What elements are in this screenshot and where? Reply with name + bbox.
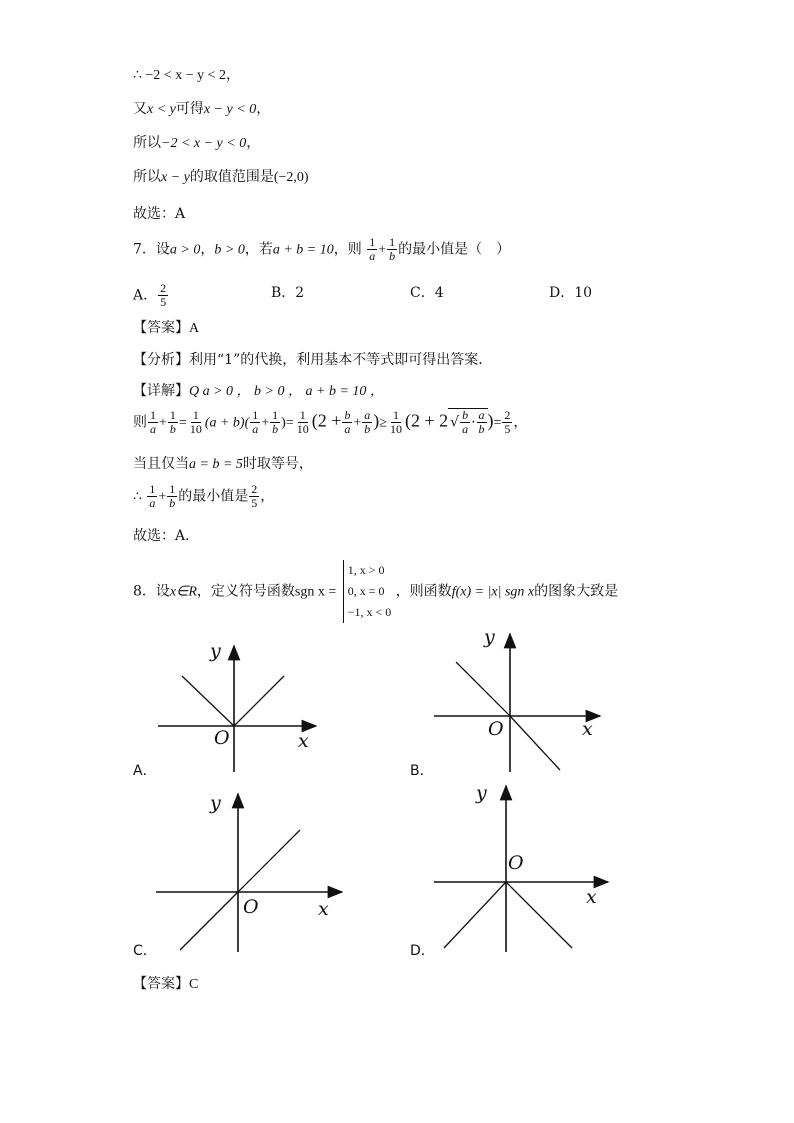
choose-line-7: 故选：A． [133,528,200,544]
graph-d-label: D． [410,943,435,959]
graph-c-y-label: y [210,792,221,814]
solution-line-3: 所以−2 < x − y < 0， [133,135,261,151]
option-c: C．4 [410,285,444,301]
option-b: B．2 [271,285,305,301]
option-a: A． $\frac{2}{5}$ [133,281,167,309]
graph-c-label: C． [133,943,157,959]
minimum-line: ∴ $\frac{1}{a}$ + $\frac{1}{b}$ 的最小值是 $\frac{2}{5}$ ， [133,482,275,510]
detail-7-equation: 则 $\frac{1}{a}$ + $\frac{1}{b}$ = $\frac{1}{10}$ (a + b)( $\frac{1}{a}$ + $\frac{1}{b}$ )= $\frac{1}{10}$ (2 + $\frac{b}{a}$ + $\frac{a}{b}$ )≥ $\frac{1}{10}$ (2 + 2 √ $\frac{b}{a}$ · $\frac{a}{b}$ )= $\frac{2}{5}$ ， [133,408,528,436]
solution-line-1: ∴ −2 < x − y < 2， [133,68,240,83]
graph-d-y-label: y [476,782,487,804]
graph-b [430,630,610,775]
graph-b-x-label: x [582,718,593,740]
graph-d-origin: O [508,852,524,874]
analysis-7: 【分析】利用“1”的代换，利用基本不等式即可得出答案． [133,352,493,368]
graph-c [150,790,350,955]
question-7-stem: 7．设a > 0，b > 0，若a + b = 10，则 $\frac{1}{a}$ + $\frac{1}{b}$ 的最小值是（ ） [133,235,511,263]
graph-d-x-label: x [586,886,597,908]
graph-a-y-label: y [210,640,221,662]
graph-a-origin: O [214,727,230,749]
solution-line-4: 所以x − y的取值范围是(−2,0) [133,169,309,185]
graph-b-y-label: y [484,626,495,648]
graph-c-x-label: x [318,898,329,920]
graph-a-x-label: x [298,730,309,752]
graph-a-label: A． [133,763,157,779]
solution-line-5: 故选：A [133,206,186,222]
answer-7: 【答案】A [133,320,200,336]
graph-c-origin: O [243,896,259,918]
graph-a [150,640,330,780]
option-d: D．10 [549,285,593,301]
graph-b-origin: O [488,718,504,740]
condition-line: 当且仅当a = b = 5时取等号， [133,456,313,472]
question-8-stem: 8．设x∈R，定义符号函数sgn x = 1, x > 0 0, x = 0 −1, x < 0 ，则函数f(x) = |x| sgn x的图象大致是 [133,560,618,623]
piecewise-brace: 1, x > 0 0, x = 0 −1, x < 0 [343,560,392,623]
answer-8: 【答案】C [133,976,199,992]
solution-line-2: 又x < y可得x − y < 0， [133,101,271,117]
fraction-1-over-b: $\frac{1}{b}$ [389,235,396,263]
graph-b-label: B． [410,763,434,779]
detail-7: 【详解】Q a > 0 ， b > 0 ， a + b = 10 ， [133,383,384,399]
fraction-1-over-a: $\frac{1}{a}$ [369,235,376,263]
